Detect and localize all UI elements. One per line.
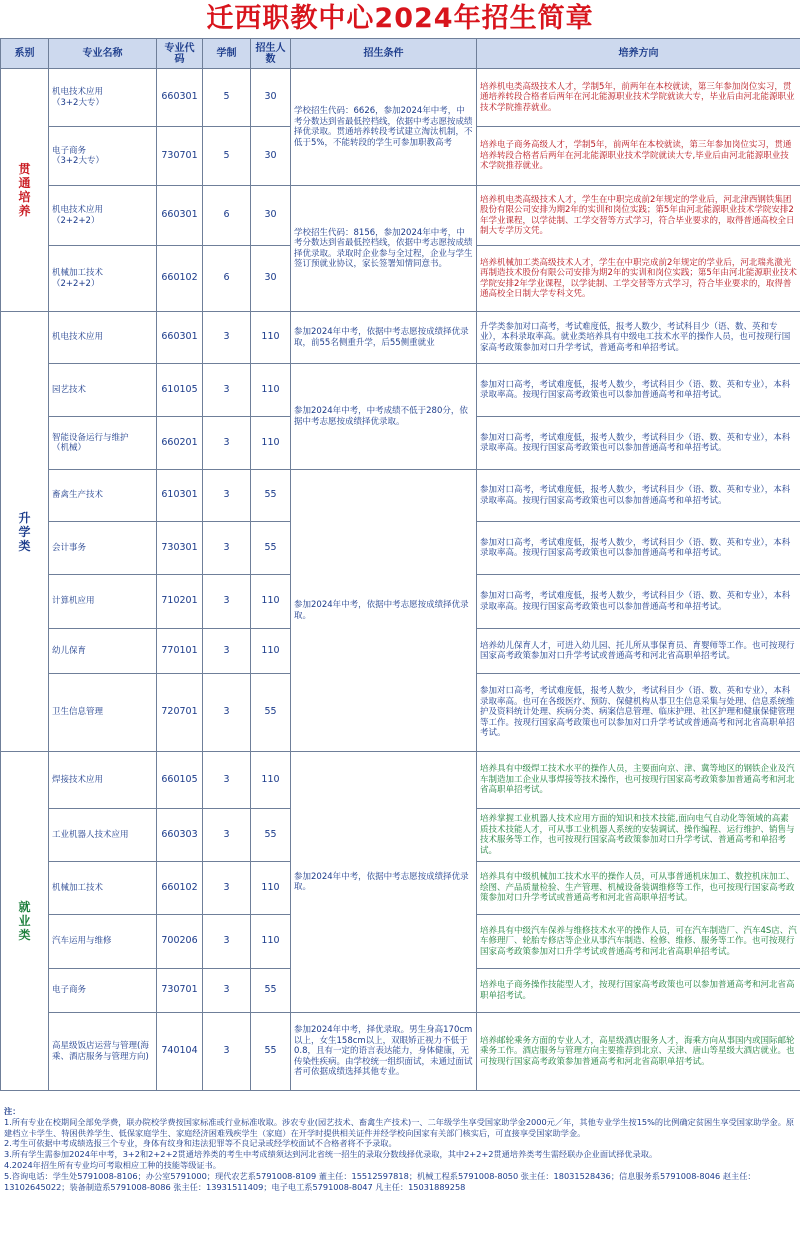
note-item: 2.考生可依据中考成绩选报三个专业，身体有纹身和违法犯罪等不良记录或经学校面试不合格者将不予录取。: [4, 1138, 397, 1149]
direction-cell: 参加对口高考，考试难度低，报考人数少，考试科目少（语、数、英和专业），本科录取率高。按现行国家高考政策也可以参加普通高考和单招考试。: [477, 364, 800, 417]
major-name: 汽车运用与维修: [49, 915, 157, 969]
major-code: 740104: [157, 1013, 203, 1091]
quota: 55: [251, 1013, 291, 1091]
years: 3: [203, 1013, 251, 1091]
years: 3: [203, 809, 251, 862]
notes-label: 注：: [4, 1106, 21, 1116]
major-name: 电子商务 （3+2大专）: [49, 127, 157, 186]
header-direction: 培养方向: [477, 39, 800, 69]
quota: 55: [251, 522, 291, 575]
major-name: 电子商务: [49, 969, 157, 1013]
major-name: 机械加工技术: [49, 862, 157, 915]
table-row: [1, 364, 800, 417]
major-name: 计算机应用: [49, 575, 157, 629]
direction-cell: 培养机械加工类高级技术人才，学生在中职完成前2年规定的学业后，河北瑞兆激光再制造技术股份有限公司安排为期2年的实训和岗位实践；第5年由河北能源职业技术学院安排2年学业课程，以学徒制、工学交替等方式学习，符合毕业要求的，取得普通高校全日制大学专科文凭。: [477, 246, 800, 312]
major-name: 机械加工技术 （2+2+2）: [49, 246, 157, 312]
category-cell: 就业类: [1, 752, 49, 1091]
quota: 30: [251, 69, 291, 127]
major-name: 焊接技术应用: [49, 752, 157, 809]
major-code: 660105: [157, 752, 203, 809]
years: 3: [203, 629, 251, 674]
category-cell: 升学类: [1, 312, 49, 752]
major-code: 660301: [157, 69, 203, 127]
direction-cell: 参加对口高考，考试难度低，报考人数少，考试科目少（语、数、英和专业），本科录取率高。按现行国家高考政策也可以参加普通高考和单招考试。: [477, 470, 800, 522]
major-name: 园艺技术: [49, 364, 157, 417]
requirements-cell: 参加2024年中考，中考成绩不低于280分，依据中考志愿按成绩择优录取。: [291, 364, 477, 470]
quota: 110: [251, 629, 291, 674]
direction-cell: 培养电子商务高级人才，学制5年，前两年在本校就读，第三年参加岗位实习，贯通培养转段合格者后两年在河北能源职业技术学院就读大专,毕业后由河北能源职业技术学院推荐就业。: [477, 127, 800, 186]
table-row: [1, 69, 800, 127]
quota: 55: [251, 969, 291, 1013]
admissions-table: [0, 38, 800, 1091]
major-code: 710201: [157, 575, 203, 629]
header-category: 系别: [1, 39, 49, 69]
direction-cell: 参加对口高考，考试难度低，报考人数少，考试科目少（语、数、英和专业），本科录取率高。按现行国家高考政策也可以参加普通高考和单招考试。: [477, 575, 800, 629]
direction-cell: 培养具有中级焊工技术水平的操作人员，主要面向京、津、冀等地区的钢铁企业及汽车制造加工企业从事焊接等技术操作，也可按现行国家高考政策参加普通高考和河北省高职单招考试。: [477, 752, 800, 809]
quota: 110: [251, 915, 291, 969]
header-requirements: 招生条件: [291, 39, 477, 69]
major-code: 610301: [157, 470, 203, 522]
major-code: 660301: [157, 312, 203, 364]
table-row: [1, 752, 800, 809]
quota: 110: [251, 364, 291, 417]
major-code: 770101: [157, 629, 203, 674]
note-item: 3.所有学生需参加2024年中考，3+2和2+2+2贯通培养类的考生中考成绩须达到河北省统一招生的录取分数线择优录取，其中2+2+2贯通培养类考生需经联办企业面试择优录取。: [4, 1149, 658, 1160]
years: 5: [203, 127, 251, 186]
quota: 110: [251, 752, 291, 809]
quota: 30: [251, 246, 291, 312]
years: 6: [203, 246, 251, 312]
note-item: 4.2024年招生所有专业均可考取相应工种的技能等级证书。: [4, 1159, 221, 1170]
major-code: 660102: [157, 862, 203, 915]
major-code: 730701: [157, 969, 203, 1013]
notes-section: [0, 1088, 800, 1245]
years: 6: [203, 186, 251, 246]
years: 3: [203, 312, 251, 364]
years: 5: [203, 69, 251, 127]
table-header-row: [1, 39, 800, 69]
direction-cell: 培养具有中级汽车保养与维修技术水平的操作人员，可在汽车制造厂、汽车4S店、汽车修理厂、轮胎专修店等企业从事汽车制造、检修、维修、服务等工作。也可按现行国家高考政策参加对口升学考试或普通高考和河北省高职单招考试。: [477, 915, 800, 969]
table-row: [1, 312, 800, 364]
major-code: 720701: [157, 674, 203, 752]
major-name: 机电技术应用 （3+2大专）: [49, 69, 157, 127]
requirements-cell: 参加2024年中考，择优录取。男生身高170cm以上，女生158cm以上，双眼矫正视力不低于0.8，且有一定的语言表达能力，身体健康，无传染性疾病。由学校统一组织面试，未通过面试者可依据成绩选择其他专业。: [291, 1013, 477, 1091]
direction-cell: 培养机电类高级技术人才，学生在中职完成前2年规定的学业后，河北津西钢铁集团股份有限公司安排为期2年的实训和岗位实践；第5年由河北能源职业技术学院安排2年学业课程，以学徒制、工学交替等方式学习，符合毕业要求的，取得普通高校全日制大专学历文凭。: [477, 186, 800, 246]
direction-cell: 升学类参加对口高考，考试难度低，报考人数少，考试科目少（语、数、英和专业），本科录取率高。就业类培养具有中级电工技术水平的操作人员，也可按现行国家高考政策参加对口升学考试，普通高考和单招考试。: [477, 312, 800, 364]
major-name: 智能设备运行与维护 （机械）: [49, 417, 157, 470]
major-code: 730301: [157, 522, 203, 575]
category-cell: 贯通培养: [1, 69, 49, 312]
quota: 110: [251, 575, 291, 629]
major-code: 660102: [157, 246, 203, 312]
years: 3: [203, 862, 251, 915]
header-major-name: 专业名称: [49, 39, 157, 69]
quota: 55: [251, 674, 291, 752]
requirements-cell: 学校招生代码：8156，参加2024年中考，中考分数达到省最低控档线，依据中考志愿按成绩择优录取。录取时企业参与全过程，企业与学生签订预就业协议，家长签署知情同意书。: [291, 186, 477, 312]
direction-cell: 参加对口高考，考试难度低，报考人数少，考试科目少（语、数、英和专业），本科录取率高。按现行国家高考政策也可以参加普通高考和单招考试。: [477, 417, 800, 470]
years: 3: [203, 470, 251, 522]
table-row: [1, 1013, 800, 1091]
requirements-cell: 参加2024年中考，依据中考志愿按成绩择优录取。: [291, 470, 477, 752]
major-name: 工业机器人技术应用: [49, 809, 157, 862]
quota: 110: [251, 417, 291, 470]
quota: 110: [251, 312, 291, 364]
years: 3: [203, 752, 251, 809]
major-code: 660301: [157, 186, 203, 246]
major-name: 机电技术应用: [49, 312, 157, 364]
direction-cell: 参加对口高考，考试难度低，报考人数少，考试科目少（语、数、英和专业），本科录取率高。也可在各级医疗、预防、保健机构从事卫生信息采集与处理、信息系统维护及资料统计处理、疾病分类、病案信息管理、临床护理、社区护理和健康保健管理等工作。按现行国家高考政策也可以参加对口升学考试或普通高考和河北省高职单招考试。: [477, 674, 800, 752]
direction-cell: 培养机电类高级技术人才，学制5年，前两年在本校就读，第三年参加岗位实习，贯通培养转段合格者后两年在河北能源职业技术学院就读大专，毕业后由河北能源职业技术学院推荐就业。: [477, 69, 800, 127]
major-code: 660303: [157, 809, 203, 862]
direction-cell: 培养掌握工业机器人技术应用方面的知识和技术技能,面向电气自动化等领域的高素质技术技能人才，可从事工业机器人系统的安装调试、操作编程、运行维护、销售与技术服务等工作，也可按现行国家高考政策参加对口升学考试、普通高考和单招考试。: [477, 809, 800, 862]
requirements-cell: 参加2024年中考，依据中考志愿按成绩择优录取。: [291, 752, 477, 1013]
major-code: 730701: [157, 127, 203, 186]
years: 3: [203, 674, 251, 752]
years: 3: [203, 364, 251, 417]
page-title: 迁西职教中心2024年招生简章: [206, 3, 594, 34]
major-name: 高星级饭店运营与管理(海乘、酒店服务与管理方向): [49, 1013, 157, 1091]
direction-cell: 培养电子商务操作技能型人才，按现行国家高考政策也可以参加普通高考和河北省高职单招考试。: [477, 969, 800, 1013]
quota: 30: [251, 186, 291, 246]
header-years: 学制: [203, 39, 251, 69]
quota: 110: [251, 862, 291, 915]
major-name: 机电技术应用 （2+2+2）: [49, 186, 157, 246]
direction-cell: 培养幼儿保育人才，可进入幼儿园、托儿所从事保育员、育婴师等工作。也可按现行国家高考政策参加对口升学考试或普通高考和河北省高职单招考试。: [477, 629, 800, 674]
major-name: 幼儿保育: [49, 629, 157, 674]
years: 3: [203, 417, 251, 470]
major-code: 700206: [157, 915, 203, 969]
quota: 55: [251, 809, 291, 862]
major-code: 610105: [157, 364, 203, 417]
major-name: 卫生信息管理: [49, 674, 157, 752]
direction-cell: 参加对口高考，考试难度低，报考人数少，考试科目少（语、数、英和专业），本科录取率高。按现行国家高考政策也可以参加普通高考和单招考试。: [477, 522, 800, 575]
major-name: 会计事务: [49, 522, 157, 575]
table-row: [1, 186, 800, 246]
header-quota: 招生人数: [251, 39, 291, 69]
years: 3: [203, 915, 251, 969]
table-row: [1, 470, 800, 522]
direction-cell: 培养邮轮乘务方面的专业人才，高星级酒店服务人才，海乘方向从事国内或国际邮轮乘务工作。酒店服务与管理方向主要推荐到北京、天津、唐山等星级大酒店就业。也可按现行国家高考政策参加普通高考和河北省高职单招考试。: [477, 1013, 800, 1091]
years: 3: [203, 522, 251, 575]
note-item: 5.咨询电话：学生处5791008-8106；办公室5791000；现代农艺系5791008-8109 董主任：15512597818；机械工程系5791008-8050 张主任：18031528436；信息服务系5791008-8046 赵主任：13102645022；装备制造系5791008-8086 张主任：13931511409；电子电工系5791008-8047 凡主任：15031889258: [4, 1170, 756, 1192]
major-name: 畜禽生产技术: [49, 470, 157, 522]
major-code: 660201: [157, 417, 203, 470]
quota: 55: [251, 470, 291, 522]
quota: 30: [251, 127, 291, 186]
note-item: 1.所有专业在校期间全部免学费，联办院校学费按国家标准或行业标准收取。涉农专业(园艺技术、畜禽生产技术)一、二年级学生享受国家助学金2000元／年，其他专业学生按15%的比例确定贫困生享受国家助学金。原建档立卡学生、特困供养学生、低保家庭学生、家庭经济困难残疾学生（家庭）在开学时提供相关证件并经学校向国家有关部门核实后，可直接享受国家助学金。: [4, 1116, 795, 1138]
years: 3: [203, 969, 251, 1013]
header-major-code: 专业代码: [157, 39, 203, 69]
direction-cell: 培养具有中级机械加工技术水平的操作人员，可从事普通机床加工、数控机床加工、绘图、产品质量检验、生产管理、机械设备装调维修等工作，也可按现行国家高考政策参加对口升学考试或普通高考和河北省高职单招考试。: [477, 862, 800, 915]
years: 3: [203, 575, 251, 629]
requirements-cell: 学校招生代码：6626，参加2024年中考，中考分数达到省最低控档线，依据中考志愿按成绩择优录取。贯通培养转段考试建立淘汰机制，不低于5%，不能转段的学生可参加职教高考: [291, 69, 477, 186]
requirements-cell: 参加2024年中考，依据中考志愿按成绩择优录取，前55名侧重升学，后55侧重就业: [291, 312, 477, 364]
